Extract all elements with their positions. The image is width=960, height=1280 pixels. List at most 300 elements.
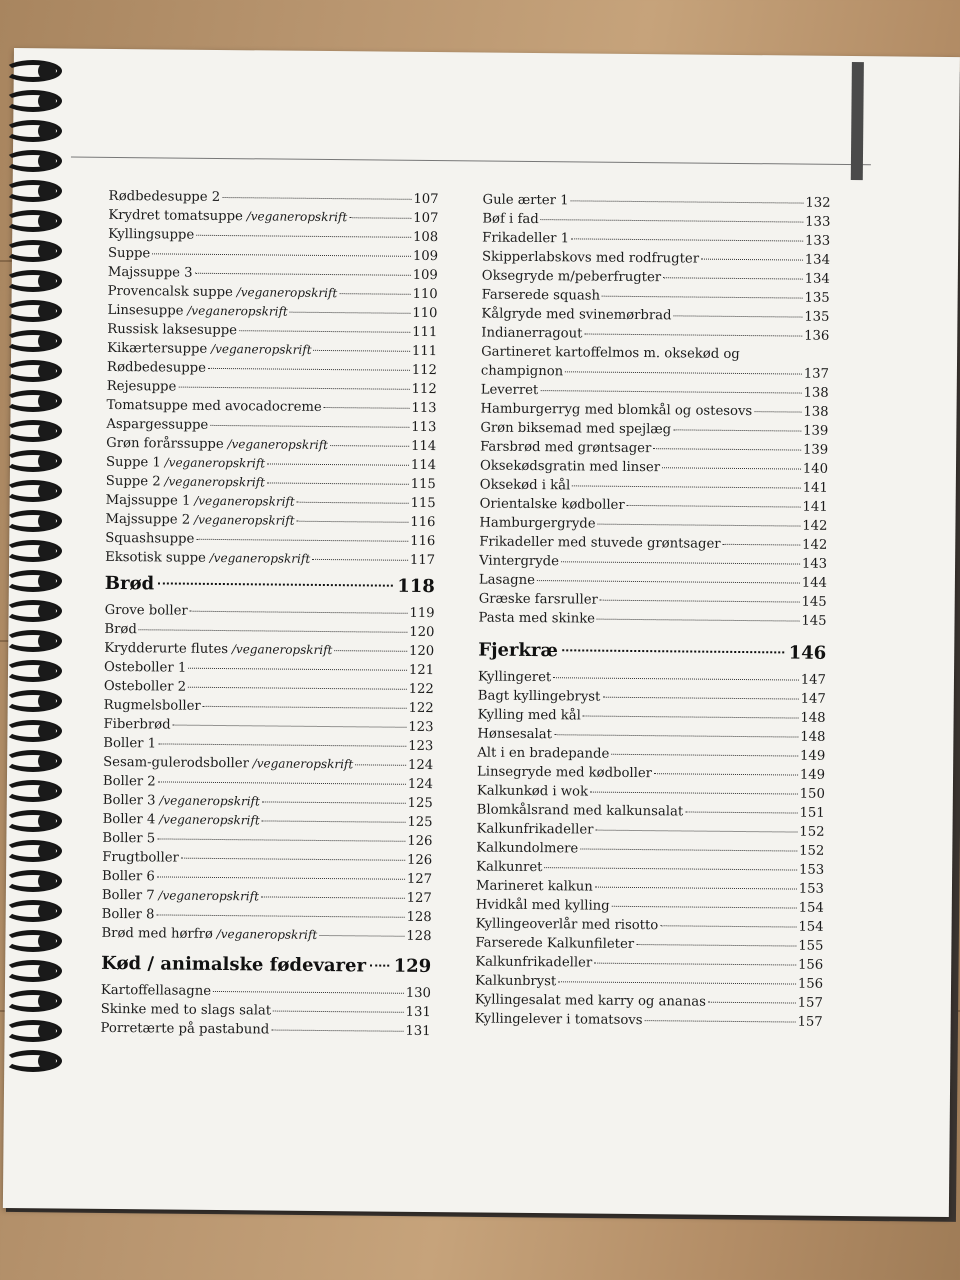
toc-page-number: 127 (406, 890, 432, 907)
toc-page-number: 112 (411, 362, 437, 379)
toc-entry-title: Kyllingesalat med karry og ananas (474, 992, 706, 1010)
vegan-tag: /veganeropskrift (190, 512, 295, 528)
binding-hole (38, 902, 56, 920)
toc-page-number: 125 (407, 795, 433, 812)
binding-hole (38, 542, 56, 560)
leader-dots (653, 448, 801, 450)
toc-page-number: 141 (802, 499, 828, 515)
binding-hole (38, 302, 56, 320)
toc-page-number: 151 (799, 805, 825, 821)
leader-dots (173, 725, 407, 728)
leader-dots (139, 629, 407, 633)
leader-dots (203, 706, 407, 709)
leader-dots (314, 350, 410, 352)
toc-page-number: 107 (413, 191, 439, 208)
toc-entry-title: Kyllingsuppe (108, 226, 195, 243)
leader-dots (156, 914, 404, 917)
leader-dots (213, 991, 404, 994)
toc-page-number: 144 (801, 575, 827, 591)
right-toc-column (475, 191, 831, 1032)
toc-entry-title: Farserede squash (481, 287, 601, 304)
toc-entry-title: Suppe (107, 245, 151, 262)
leader-dots (188, 687, 407, 690)
toc-list-kod-continued (481, 191, 830, 346)
toc-entry-title: Oksekødsgratin med linser (479, 458, 661, 476)
toc-page-number: 115 (410, 476, 436, 493)
toc-entry-title: Boller 2 (102, 773, 156, 790)
toc-entry-title: Majssuppe 3 (107, 264, 193, 281)
toc-page-number: 134 (804, 271, 830, 287)
vegan-tag: /veganeropskrift (242, 209, 348, 225)
toc-entry-title: Fiberbrød (103, 716, 171, 733)
leader-dots (297, 521, 409, 523)
leader-dots (571, 238, 803, 241)
toc-entry-title: Frikadeller 1 (482, 230, 570, 247)
toc-page-number: 125 (407, 814, 433, 831)
toc-entry-title: Boller 3 /veganeropskrift (102, 792, 260, 809)
binding-hole (38, 1022, 56, 1040)
binding-hole (38, 872, 56, 890)
toc-page-number: 149 (799, 748, 826, 764)
leader-dots (611, 754, 798, 757)
leader-dots (267, 463, 409, 465)
leader-dots (602, 296, 802, 299)
leader-dots (152, 253, 411, 256)
toc-page-number: 116 (410, 514, 436, 531)
toc-entry-title: Brød med hørfrø /veganeropskrift (101, 925, 318, 942)
leader-dots (723, 544, 800, 546)
toc-entry-title: Kalkunkød i wok (476, 783, 589, 800)
toc-entry-title: Kyllingelever i tomatsovs (474, 1011, 643, 1029)
toc-entry-title: Alt i en bradepande (477, 745, 610, 762)
binding-hole (38, 392, 56, 410)
leader-dots (572, 485, 800, 488)
leader-dots (324, 407, 410, 409)
toc-page-number: 131 (405, 1004, 431, 1021)
leader-dots (662, 467, 801, 469)
toc-page-number: 120 (408, 643, 435, 660)
toc-page-number: 112 (411, 381, 437, 398)
toc-page-number: 152 (799, 824, 825, 840)
toc-page-number: 124 (407, 776, 434, 793)
leader-dots (685, 811, 797, 813)
toc-entry-title: Provencalsk suppe /veganeropskrift (107, 283, 338, 301)
binding-hole (38, 992, 56, 1010)
toc-page-number: 149 (799, 767, 826, 783)
toc-entry-title: Osteboller 1 (103, 659, 187, 676)
binding-hole (38, 362, 56, 380)
leader-dots (654, 773, 798, 775)
toc-entry-title: Kalkunbryst (474, 973, 557, 990)
leader-dots (261, 896, 405, 898)
toc-page-number: 145 (801, 613, 827, 629)
leader-dots (540, 390, 801, 394)
toc-entry (108, 225, 438, 247)
leader-dots (157, 876, 405, 879)
toc-page-number: 119 (409, 605, 435, 622)
toc-list-fjerkrae (475, 667, 826, 1031)
vegan-tag: /veganeropskrift (183, 303, 288, 319)
binding-hole (38, 272, 56, 290)
toc-entry-title: Boller 5 (102, 830, 156, 847)
binding-hole (38, 782, 56, 800)
toc-page-number: 138 (803, 385, 829, 401)
leader-dots (239, 330, 410, 333)
leader-dots (196, 539, 408, 542)
toc-entry-title: Grøn biksemad med spejlæg (480, 420, 672, 438)
binding-hole (38, 332, 56, 350)
toc-entry-title: Brød (104, 621, 137, 638)
toc-list-kod (101, 981, 432, 1041)
vegan-tag: /veganeropskrift (205, 550, 311, 566)
toc-page-number: 132 (805, 195, 831, 211)
vegan-tag: /veganeropskrift (207, 341, 312, 357)
thumb-index-tab (851, 62, 864, 180)
toc-entry-title: Farsbrød med grøntsager (480, 439, 652, 457)
toc-entry-title: Kalkundolmere (476, 840, 579, 857)
leader-dots (595, 830, 797, 833)
leader-dots (597, 619, 799, 622)
toc-entry (101, 1019, 431, 1041)
toc-entry-title: Majssuppe 1 /veganeropskrift (105, 492, 295, 509)
toc-page-number: 143 (801, 556, 828, 572)
binding-hole (38, 1052, 56, 1070)
section-heading-fjerkrae: Fjerkræ 146 (478, 639, 827, 664)
book-page (3, 48, 960, 1217)
toc-page-number: 135 (804, 309, 830, 325)
toc-page-number: 153 (798, 881, 825, 897)
toc-entry-title: Rejesuppe (106, 378, 177, 395)
toc-page-number: 123 (408, 719, 434, 736)
leader-dots (158, 743, 406, 746)
vegan-tag: /veganeropskrift (223, 437, 329, 453)
leader-dots (561, 561, 800, 564)
toc-entry-title: Pasta med skinke (478, 610, 596, 627)
vegan-tag: /veganeropskrift (155, 793, 260, 809)
toc-page-number: 114 (410, 457, 437, 474)
toc-entry-title: Kyllingeoverlår med risotto (475, 916, 659, 934)
toc-entry-title: Bagt kyllingebryst (477, 688, 601, 705)
binding-hole (38, 92, 56, 110)
toc-entry-title: Rødbedesuppe 2 (108, 188, 221, 205)
binding-hole (38, 182, 56, 200)
toc-entry (101, 924, 431, 946)
toc-entry-title: Oksegryde m/peberfrugter (481, 268, 662, 286)
leader-dots (636, 944, 796, 947)
leader-dots (541, 219, 804, 223)
toc-entry-title: Kalkunret (476, 859, 543, 876)
leader-dots (673, 429, 801, 431)
toc-page-number: 107 (413, 210, 439, 227)
toc-entry-title: Osteboller 2 (103, 678, 187, 695)
vegan-tag: /veganeropskrift (160, 455, 266, 471)
toc-entry-title: Frugtboller (102, 849, 179, 866)
toc-entry-title: Aspargessuppe (106, 416, 209, 433)
toc-entry (478, 608, 826, 630)
leader-dots (590, 792, 798, 795)
toc-entry-title: Boller 8 (101, 906, 155, 923)
toc-page-number: 111 (411, 343, 438, 360)
toc-page-number: 150 (799, 786, 825, 802)
toc-entry-title: Lasagne (478, 572, 535, 589)
leader-dots (558, 981, 796, 984)
toc-entry-title: Skinke med to slags salat (100, 1001, 272, 1019)
vegan-tag: /veganeropskrift (155, 812, 260, 828)
toc-page-number: 133 (805, 214, 831, 230)
toc-page-number: 154 (798, 900, 824, 916)
left-toc-column (101, 187, 439, 1041)
binding-hole (38, 122, 56, 140)
toc-entry-title: Orientalske kødboller (479, 496, 625, 513)
toc-entry-title: Suppe 2 /veganeropskrift (105, 473, 266, 490)
toc-entry: Gartineret kartoffelmos m. oksekød og (481, 344, 740, 362)
toc-entry-title: Russisk laksesuppe (107, 321, 238, 339)
toc-page-number: 133 (804, 233, 831, 249)
leader-dots (349, 217, 411, 219)
vegan-tag: /veganeropskrift (228, 642, 333, 658)
toc-list-supper (105, 187, 439, 570)
toc-entry-title: Kartoffellasagne (100, 982, 212, 999)
toc-entry-title: Sesam-gulerodsboller /veganeropskrift (103, 754, 354, 772)
toc-page-number: 139 (802, 442, 829, 458)
leader-dots (595, 887, 797, 890)
toc-page-number: 138 (803, 404, 829, 420)
section-heading-brod: Brød 118 (104, 572, 435, 598)
binding-hole (38, 662, 56, 680)
binding-hole (38, 482, 56, 500)
leader-dots (602, 697, 798, 700)
binding-hole (38, 962, 56, 980)
toc-entry-title: Boller 4 /veganeropskrift (102, 811, 260, 828)
vegan-tag: /veganeropskrift (160, 474, 266, 490)
toc-page-number: 123 (408, 738, 434, 755)
toc-page-number: 130 (405, 985, 432, 1002)
toc-entry-title: Grøn forårssuppe /veganeropskrift (106, 435, 329, 453)
leader-dots (645, 1020, 796, 1022)
toc-entry (105, 601, 435, 623)
binding-hole (38, 242, 56, 260)
vegan-tag: /veganeropskrift (248, 756, 354, 772)
toc-entry-title: Gule ærter 1 (482, 192, 569, 209)
leader-dots (330, 445, 409, 447)
toc-page-number: 142 (802, 537, 828, 553)
toc-page-number: 141 (802, 480, 828, 496)
vegan-tag: /veganeropskrift (154, 888, 260, 904)
toc-entry-title: Rødbedesuppe (106, 359, 207, 376)
toc-page-number: 139 (803, 423, 829, 439)
toc-page-number: 111 (412, 324, 438, 341)
binding-hole (38, 932, 56, 950)
toc-entry-title: Tomatsuppe med avocadocreme (106, 397, 322, 415)
leader-dots (583, 715, 799, 718)
toc-page-number: 136 (804, 328, 830, 344)
toc-entry-title: Kikærtersuppe /veganeropskrift (107, 340, 312, 357)
toc-entry-title: Græske farsruller (478, 591, 598, 608)
toc-page-number: 142 (802, 518, 828, 534)
toc-entry (475, 1009, 823, 1031)
vegan-tag: /veganeropskrift (212, 926, 318, 942)
toc-page-number: 122 (408, 681, 434, 698)
toc-entry-title: Grove boller (104, 602, 188, 619)
leader-dots (273, 1011, 403, 1013)
toc-entry-title: Suppe 1 /veganeropskrift (105, 454, 266, 471)
toc-page-number: 154 (798, 919, 824, 935)
leader-dots (554, 734, 798, 737)
toc-entry-title: Indianerragout (481, 325, 583, 342)
toc-page-number: 114 (410, 438, 437, 455)
binding-hole (38, 572, 56, 590)
binding-hole (38, 692, 56, 710)
toc-entry-title: Krydret tomatsuppe /veganeropskrift (108, 207, 348, 225)
toc-page-number: 155 (798, 938, 824, 954)
toc-entry-title: Kylling med kål (477, 707, 581, 724)
toc-page-number: 110 (412, 286, 438, 303)
toc-entry-title: Linsegryde med kødboller (476, 764, 653, 782)
toc-page-number: 137 (803, 366, 829, 382)
leader-dots (553, 677, 799, 680)
toc-entry-title: Blomkålsrand med kalkunsalat (476, 802, 684, 820)
toc-page-number: 109 (412, 267, 438, 284)
toc-entry-title: Boller 7 /veganeropskrift (101, 887, 260, 904)
leader-dots (594, 963, 796, 966)
toc-entry-title: Frikadeller med stuvede grøntsager (479, 534, 721, 552)
toc-page-number: 157 (797, 1014, 823, 1030)
toc-page-number: 117 (409, 552, 436, 569)
spiral-binding (0, 60, 70, 1080)
binding-hole (38, 722, 56, 740)
toc-page-number: 147 (800, 691, 826, 707)
leader-dots (190, 611, 408, 614)
leader-dots (537, 580, 800, 584)
leader-dots (565, 371, 802, 374)
vegan-tag: /veganeropskrift (190, 493, 295, 509)
header-rule (71, 157, 871, 166)
leader-dots (319, 935, 404, 937)
toc-entry-title: Hvidkål med kylling (475, 897, 610, 914)
leader-dots (598, 524, 801, 527)
leader-dots (262, 820, 406, 822)
leader-dots (181, 858, 405, 861)
leader-dots (158, 781, 406, 784)
toc-page-number: 140 (802, 461, 829, 477)
binding-hole (38, 152, 56, 170)
toc-page-number: 109 (412, 248, 439, 265)
leader-dots (674, 315, 803, 317)
toc-entry-title: Farserede Kalkunfileter (475, 935, 635, 952)
toc-page-number: 157 (797, 995, 823, 1011)
toc-page-number: 128 (406, 909, 432, 926)
binding-hole (38, 212, 56, 230)
leader-dots (222, 197, 411, 200)
leader-dots (701, 259, 803, 261)
leader-dots (612, 906, 797, 909)
binding-hole (38, 752, 56, 770)
leader-dots (312, 559, 408, 561)
toc-page-number: 148 (800, 729, 826, 745)
leader-dots (178, 387, 409, 390)
toc-page-number: 110 (412, 305, 438, 322)
toc-page-number: 156 (797, 957, 824, 973)
binding-hole (38, 512, 56, 530)
toc-entry-title: champignon (480, 363, 564, 380)
toc-page-number: 124 (407, 757, 434, 774)
leader-dots (660, 925, 796, 927)
toc-entry-title: Squashsuppe (105, 530, 195, 547)
binding-hole (38, 452, 56, 470)
toc-page-number: 122 (408, 700, 434, 717)
leader-dots (262, 801, 406, 803)
toc-entry-title: Kålgryde med svinemørbrad (481, 306, 672, 324)
toc-page-number: 127 (406, 871, 433, 888)
leader-dots (290, 312, 411, 314)
leader-dots (355, 764, 406, 765)
toc-page-number: 135 (804, 290, 830, 306)
toc-entry-title: Kalkunfrikadeller (476, 821, 594, 838)
toc-entry-title: Oksekød i kål (479, 477, 571, 494)
toc-entry-title: Boller 6 (101, 868, 155, 885)
leader-dots (196, 235, 411, 238)
toc-entry-title: Hamburgergryde (479, 515, 596, 532)
toc-list-brod (101, 601, 434, 946)
toc-page-number: 147 (800, 672, 827, 688)
toc-entry (105, 548, 435, 570)
leader-dots (708, 1002, 796, 1004)
toc-entry-title: Hamburgerryg med blomkål og ostesovs (480, 401, 753, 420)
vegan-tag: /veganeropskrift (232, 285, 338, 301)
leader-dots (297, 502, 409, 504)
toc-entry-title: Majssuppe 2 /veganeropskrift (105, 511, 295, 528)
toc-page-number: 134 (804, 252, 831, 268)
toc-page-number: 145 (801, 594, 827, 610)
toc-page-number: 121 (408, 662, 435, 679)
binding-hole (38, 812, 56, 830)
toc-entry-title: Boller 1 (103, 735, 157, 752)
leader-dots (754, 411, 801, 412)
leader-dots (584, 333, 802, 336)
leader-dots (339, 293, 410, 295)
toc-entry-title: Krydderurte flutes /veganeropskrift (104, 640, 333, 658)
toc-entry-title: Marineret kalkun (475, 878, 593, 895)
toc-page-number: 126 (406, 852, 433, 869)
leader-dots (157, 838, 405, 841)
toc-page-number: 126 (407, 833, 433, 850)
leader-dots (267, 482, 409, 484)
leader-dots (663, 277, 803, 279)
leader-dots (570, 200, 803, 203)
leader-dots (188, 668, 407, 671)
leader-dots (334, 650, 407, 652)
toc-page-number: 148 (800, 710, 826, 726)
toc-entry-title: Kyllingeret (477, 669, 552, 686)
toc-entry-title: Bøf i fad (482, 211, 539, 228)
toc-page-number: 120 (409, 624, 435, 641)
section-heading-kod: Kød / animalske fødevarer 129 (101, 952, 432, 978)
leader-dots (580, 848, 797, 851)
toc-page-number: 153 (798, 862, 825, 878)
leader-dots (600, 600, 800, 603)
leader-dots (208, 368, 410, 371)
binding-hole (38, 842, 56, 860)
toc-entry-title: Rugmelsboller (103, 697, 201, 714)
leader-dots (271, 1030, 403, 1032)
leader-dots (210, 425, 409, 428)
toc-page-number: 152 (799, 843, 825, 859)
toc-page-number: 131 (405, 1023, 431, 1040)
binding-hole (38, 632, 56, 650)
toc-page-number: 128 (406, 928, 432, 945)
toc-page-number: 113 (411, 419, 437, 436)
toc-entry-title: Eksotisk suppe /veganeropskrift (105, 549, 311, 566)
